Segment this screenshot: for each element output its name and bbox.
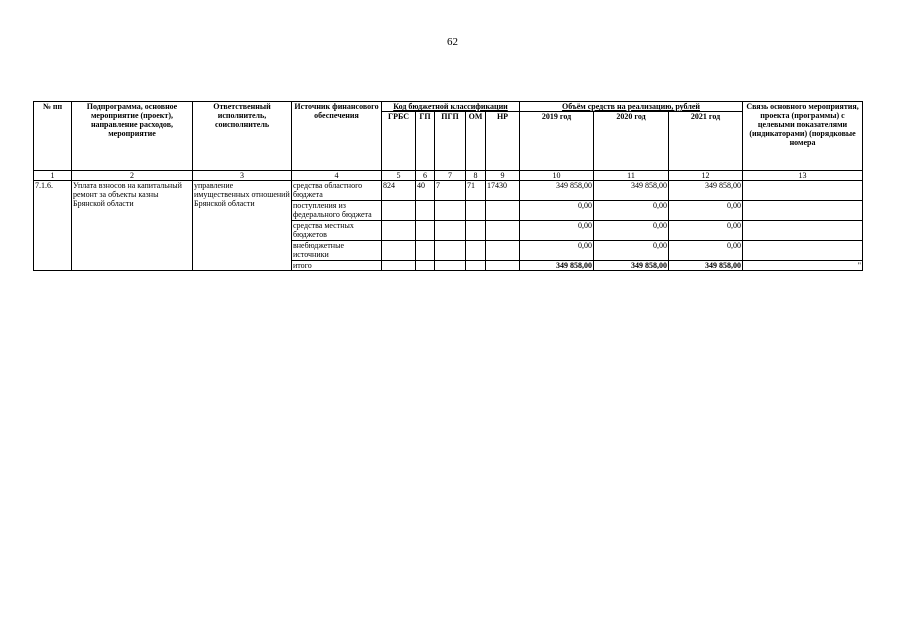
- row-om: [466, 241, 486, 261]
- row-nr: [486, 201, 520, 221]
- page-number: 62: [447, 36, 458, 48]
- total-label: итого: [292, 261, 382, 271]
- header-program: Подпрограмма, основное мероприятие (проект), направление расходов, мероприятие: [72, 102, 193, 171]
- col-number: 4: [292, 171, 382, 181]
- col-number: 7: [435, 171, 466, 181]
- row-grbs: [382, 201, 416, 221]
- row-grbs: [382, 221, 416, 241]
- col-number: 11: [594, 171, 669, 181]
- total-2021: 349 858,00: [669, 261, 743, 271]
- row-nr: [486, 241, 520, 261]
- row-om: [466, 221, 486, 241]
- col-number: 3: [193, 171, 292, 181]
- row-2020: 0,00: [594, 201, 669, 221]
- header-pgp: ПГП: [435, 112, 466, 171]
- row-gp: 40: [416, 181, 435, 201]
- total-nr: [486, 261, 520, 271]
- header-2020: 2020 год: [594, 112, 669, 171]
- row-2020: 349 858,00: [594, 181, 669, 201]
- row-2021: 0,00: [669, 241, 743, 261]
- col-number: 1: [34, 171, 72, 181]
- row-pgp: 7: [435, 181, 466, 201]
- header-no: № пп: [34, 102, 72, 171]
- col-number: 12: [669, 171, 743, 181]
- row-om: [466, 201, 486, 221]
- row-pgp: [435, 201, 466, 221]
- row-gp: [416, 201, 435, 221]
- total-2020: 349 858,00: [594, 261, 669, 271]
- col-number: 2: [72, 171, 193, 181]
- row-source: средства областного бюджета: [292, 181, 382, 201]
- row-source: средства местных бюджетов: [292, 221, 382, 241]
- row-2019: 0,00: [520, 241, 594, 261]
- row-link: [743, 241, 863, 261]
- header-code-group: Код бюджетной классификации: [382, 102, 520, 112]
- row-pgp: [435, 241, 466, 261]
- header-volume-group: Объём средств на реализацию, рублей: [520, 102, 743, 112]
- row-nr: [486, 221, 520, 241]
- row-link: [743, 221, 863, 241]
- row-2019: 0,00: [520, 201, 594, 221]
- header-grbs: ГРБС: [382, 112, 416, 171]
- row-2021: 349 858,00: [669, 181, 743, 201]
- item-program: Уплата взносов на капитальный ремонт за объекты казны Брянской области: [72, 181, 193, 271]
- row-gp: [416, 221, 435, 241]
- row-pgp: [435, 221, 466, 241]
- header-gp: ГП: [416, 112, 435, 171]
- header-2019: 2019 год: [520, 112, 594, 171]
- row-source: внебюджетные источники: [292, 241, 382, 261]
- col-number: 13: [743, 171, 863, 181]
- table-row: [34, 181, 863, 201]
- row-2019: 349 858,00: [520, 181, 594, 201]
- total-gp: [416, 261, 435, 271]
- col-number: 10: [520, 171, 594, 181]
- header-om: ОМ: [466, 112, 486, 171]
- total-grbs: [382, 261, 416, 271]
- row-link: [743, 181, 863, 201]
- row-2019: 0,00: [520, 221, 594, 241]
- total-closing-mark: ": [743, 261, 863, 271]
- row-om: 71: [466, 181, 486, 201]
- header-row: [34, 102, 863, 112]
- col-number: 6: [416, 171, 435, 181]
- column-numbers-row: [34, 171, 863, 181]
- row-grbs: 824: [382, 181, 416, 201]
- col-number: 9: [486, 171, 520, 181]
- row-grbs: [382, 241, 416, 261]
- row-2020: 0,00: [594, 221, 669, 241]
- item-number: 7.1.6.: [34, 181, 72, 271]
- total-pgp: [435, 261, 466, 271]
- row-2021: 0,00: [669, 221, 743, 241]
- row-nr: 17430: [486, 181, 520, 201]
- header-link: Связь основного мероприятия, проекта (программы) с целевыми показателями (индикаторами) (порядковые номера: [743, 102, 863, 171]
- row-source: поступления из федерального бюджета: [292, 201, 382, 221]
- total-om: [466, 261, 486, 271]
- header-source: Источник финансового обеспечения: [292, 102, 382, 171]
- budget-table: [33, 101, 863, 271]
- row-2021: 0,00: [669, 201, 743, 221]
- row-link: [743, 201, 863, 221]
- total-2019: 349 858,00: [520, 261, 594, 271]
- col-number: 8: [466, 171, 486, 181]
- header-nr: НР: [486, 112, 520, 171]
- row-2020: 0,00: [594, 241, 669, 261]
- item-executor: управление имущественных отношений Брянской области: [193, 181, 292, 271]
- header-2021: 2021 год: [669, 112, 743, 171]
- header-executor: Ответственный исполнитель, соисполнитель: [193, 102, 292, 171]
- row-gp: [416, 241, 435, 261]
- col-number: 5: [382, 171, 416, 181]
